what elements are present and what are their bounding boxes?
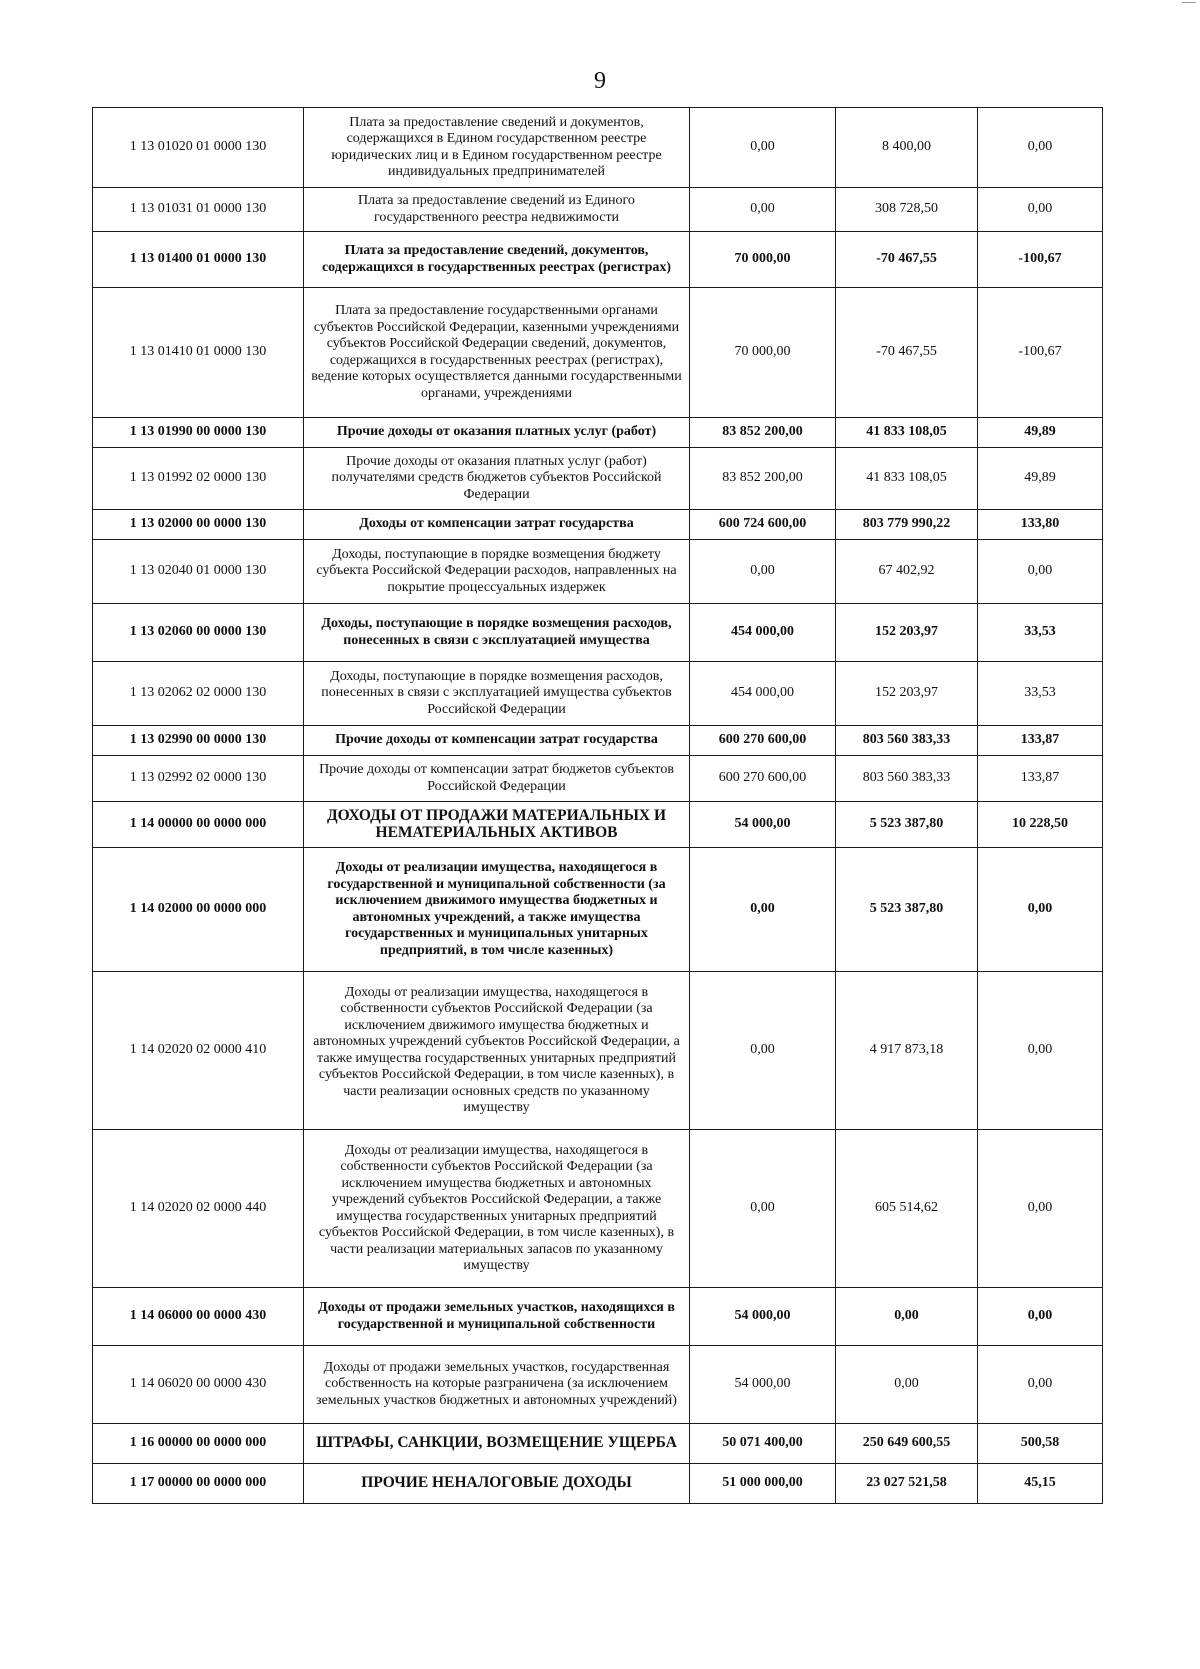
income-name-cell: Прочие доходы от оказания платных услуг (работ) [304,418,690,448]
income-name-cell: Прочие доходы от компенсации затрат государства [304,726,690,756]
table-row [93,604,1103,662]
budget-code-cell: 1 14 02020 02 0000 410 [93,972,304,1130]
plan-amount-cell: 600 270 600,00 [690,726,836,756]
percent-cell: 0,00 [978,972,1103,1130]
plan-amount-cell: 0,00 [690,540,836,604]
table-row [93,972,1103,1130]
plan-amount-cell: 70 000,00 [690,288,836,418]
table-row [93,802,1103,848]
fact-amount-cell: -70 467,55 [836,288,978,418]
budget-code-cell: 1 13 02990 00 0000 130 [93,726,304,756]
fact-amount-cell: 41 833 108,05 [836,448,978,510]
plan-amount-cell: 0,00 [690,108,836,188]
income-name-cell: Плата за предоставление сведений, документов, содержащихся в государственных реестрах (регистрах) [304,232,690,288]
plan-amount-cell: 454 000,00 [690,604,836,662]
budget-code-cell: 1 14 02020 02 0000 440 [93,1130,304,1288]
budget-code-cell: 1 14 06000 00 0000 430 [93,1288,304,1346]
percent-cell: 0,00 [978,1288,1103,1346]
budget-code-cell: 1 13 02000 00 0000 130 [93,510,304,540]
fact-amount-cell: 5 523 387,80 [836,848,978,972]
fact-amount-cell: 308 728,50 [836,188,978,232]
plan-amount-cell: 54 000,00 [690,1346,836,1424]
table-row [93,1288,1103,1346]
percent-cell: 0,00 [978,848,1103,972]
income-name-cell: Плата за предоставление государственными органами субъектов Российской Федерации, казенными учреждениями субъектов Российской Федерации сведений, документов, содержащихся в государственных реестрах (регистрах), ведение которых осуществляется данными государственными органами, учреждениями [304,288,690,418]
budget-code-cell: 1 14 00000 00 0000 000 [93,802,304,848]
fact-amount-cell: 67 402,92 [836,540,978,604]
income-name-cell: Прочие доходы от компенсации затрат бюджетов субъектов Российской Федерации [304,756,690,802]
fact-amount-cell: 152 203,97 [836,662,978,726]
table-row [93,662,1103,726]
plan-amount-cell: 70 000,00 [690,232,836,288]
percent-cell: 10 228,50 [978,802,1103,848]
income-name-cell: Доходы от реализации имущества, находящегося в государственной и муниципальной собственности (за исключением движимого имущества бюджетных и автономных учреждений, а также имущества государственных и муниципальных унитарных предприятий, в том числе казенных) [304,848,690,972]
page-number: 9 [594,68,606,94]
fact-amount-cell: 41 833 108,05 [836,418,978,448]
budget-code-cell: 1 14 06020 00 0000 430 [93,1346,304,1424]
fact-amount-cell: 23 027 521,58 [836,1464,978,1504]
plan-amount-cell: 0,00 [690,1130,836,1288]
percent-cell: 0,00 [978,540,1103,604]
fact-amount-cell: 8 400,00 [836,108,978,188]
plan-amount-cell: 600 270 600,00 [690,756,836,802]
income-name-cell: Доходы, поступающие в порядке возмещения расходов, понесенных в связи с эксплуатацией имущества субъектов Российской Федерации [304,662,690,726]
percent-cell: 0,00 [978,1130,1103,1288]
budget-code-cell: 1 13 01031 01 0000 130 [93,188,304,232]
percent-cell: 133,87 [978,756,1103,802]
income-name-cell: Доходы, поступающие в порядке возмещения бюджету субъекта Российской Федерации расходов, направленных на покрытие процессуальных издержек [304,540,690,604]
percent-cell: 33,53 [978,604,1103,662]
table-row [93,1346,1103,1424]
income-table [92,107,1103,1504]
plan-amount-cell: 54 000,00 [690,802,836,848]
income-name-cell: Доходы от компенсации затрат государства [304,510,690,540]
plan-amount-cell: 50 071 400,00 [690,1424,836,1464]
budget-code-cell: 1 13 02040 01 0000 130 [93,540,304,604]
percent-cell: 133,87 [978,726,1103,756]
plan-amount-cell: 51 000 000,00 [690,1464,836,1504]
plan-amount-cell: 0,00 [690,188,836,232]
table-row [93,756,1103,802]
plan-amount-cell: 0,00 [690,972,836,1130]
plan-amount-cell: 454 000,00 [690,662,836,726]
table-row [93,1464,1103,1504]
fact-amount-cell: 0,00 [836,1346,978,1424]
budget-code-cell: 1 13 01992 02 0000 130 [93,448,304,510]
budget-code-cell: 1 13 02062 02 0000 130 [93,662,304,726]
budget-code-cell: 1 13 01020 01 0000 130 [93,108,304,188]
budget-code-cell: 1 13 01400 01 0000 130 [93,232,304,288]
percent-cell: 0,00 [978,188,1103,232]
budget-code-cell: 1 16 00000 00 0000 000 [93,1424,304,1464]
fact-amount-cell: 803 779 990,22 [836,510,978,540]
percent-cell: 0,00 [978,108,1103,188]
plan-amount-cell: 83 852 200,00 [690,448,836,510]
table-row [93,540,1103,604]
budget-code-cell: 1 14 02000 00 0000 000 [93,848,304,972]
scan-edge-mark [1182,2,1196,3]
budget-code-cell: 1 13 01410 01 0000 130 [93,288,304,418]
percent-cell: -100,67 [978,232,1103,288]
table-row [93,510,1103,540]
table-row [93,1424,1103,1464]
fact-amount-cell: 4 917 873,18 [836,972,978,1130]
budget-code-cell: 1 17 00000 00 0000 000 [93,1464,304,1504]
percent-cell: 49,89 [978,418,1103,448]
table-row [93,288,1103,418]
fact-amount-cell: 803 560 383,33 [836,756,978,802]
table-row [93,232,1103,288]
fact-amount-cell: -70 467,55 [836,232,978,288]
percent-cell: -100,67 [978,288,1103,418]
income-name-cell: ПРОЧИЕ НЕНАЛОГОВЫЕ ДОХОДЫ [304,1464,690,1504]
fact-amount-cell: 250 649 600,55 [836,1424,978,1464]
income-name-cell: Доходы от продажи земельных участков, находящихся в государственной и муниципальной собственности [304,1288,690,1346]
table-row [93,418,1103,448]
fact-amount-cell: 152 203,97 [836,604,978,662]
table-row [93,848,1103,972]
plan-amount-cell: 600 724 600,00 [690,510,836,540]
table-row [93,1130,1103,1288]
income-name-cell: Плата за предоставление сведений и документов, содержащихся в Едином государственном реестре юридических лиц и в Едином государственном реестре индивидуальных предпринимателей [304,108,690,188]
income-name-cell: Доходы от реализации имущества, находящегося в собственности субъектов Российской Федерации (за исключением движимого имущества бюджетных и автономных учреждений субъектов Российской Федерации, а также имущества государственных унитарных предприятий субъектов Российской Федерации, в том числе казенных), в части реализации основных средств по указанному имуществу [304,972,690,1130]
fact-amount-cell: 0,00 [836,1288,978,1346]
table-row [93,188,1103,232]
percent-cell: 0,00 [978,1346,1103,1424]
fact-amount-cell: 5 523 387,80 [836,802,978,848]
percent-cell: 33,53 [978,662,1103,726]
plan-amount-cell: 83 852 200,00 [690,418,836,448]
percent-cell: 49,89 [978,448,1103,510]
income-name-cell: Доходы, поступающие в порядке возмещения расходов, понесенных в связи с эксплуатацией имущества [304,604,690,662]
fact-amount-cell: 803 560 383,33 [836,726,978,756]
income-name-cell: ШТРАФЫ, САНКЦИИ, ВОЗМЕЩЕНИЕ УЩЕРБА [304,1424,690,1464]
table-row [93,108,1103,188]
percent-cell: 500,58 [978,1424,1103,1464]
income-name-cell: Доходы от продажи земельных участков, государственная собственность на которые разграничена (за исключением земельных участков бюджетных и автономных учреждений) [304,1346,690,1424]
income-name-cell: Доходы от реализации имущества, находящегося в собственности субъектов Российской Федерации (за исключением имущества бюджетных и автономных учреждений субъектов Российской Федерации, а также имущества государственных унитарных предприятий субъектов Российской Федерации, в том числе казенных), в части реализации материальных запасов по указанному имуществу [304,1130,690,1288]
income-name-cell: Плата за предоставление сведений из Единого государственного реестра недвижимости [304,188,690,232]
income-name-cell: ДОХОДЫ ОТ ПРОДАЖИ МАТЕРИАЛЬНЫХ И НЕМАТЕРИАЛЬНЫХ АКТИВОВ [304,802,690,848]
plan-amount-cell: 54 000,00 [690,1288,836,1346]
budget-code-cell: 1 13 02060 00 0000 130 [93,604,304,662]
budget-code-cell: 1 13 02992 02 0000 130 [93,756,304,802]
table-row [93,726,1103,756]
budget-code-cell: 1 13 01990 00 0000 130 [93,418,304,448]
table-row [93,448,1103,510]
plan-amount-cell: 0,00 [690,848,836,972]
percent-cell: 45,15 [978,1464,1103,1504]
percent-cell: 133,80 [978,510,1103,540]
fact-amount-cell: 605 514,62 [836,1130,978,1288]
income-name-cell: Прочие доходы от оказания платных услуг (работ) получателями средств бюджетов субъектов Российской Федерации [304,448,690,510]
